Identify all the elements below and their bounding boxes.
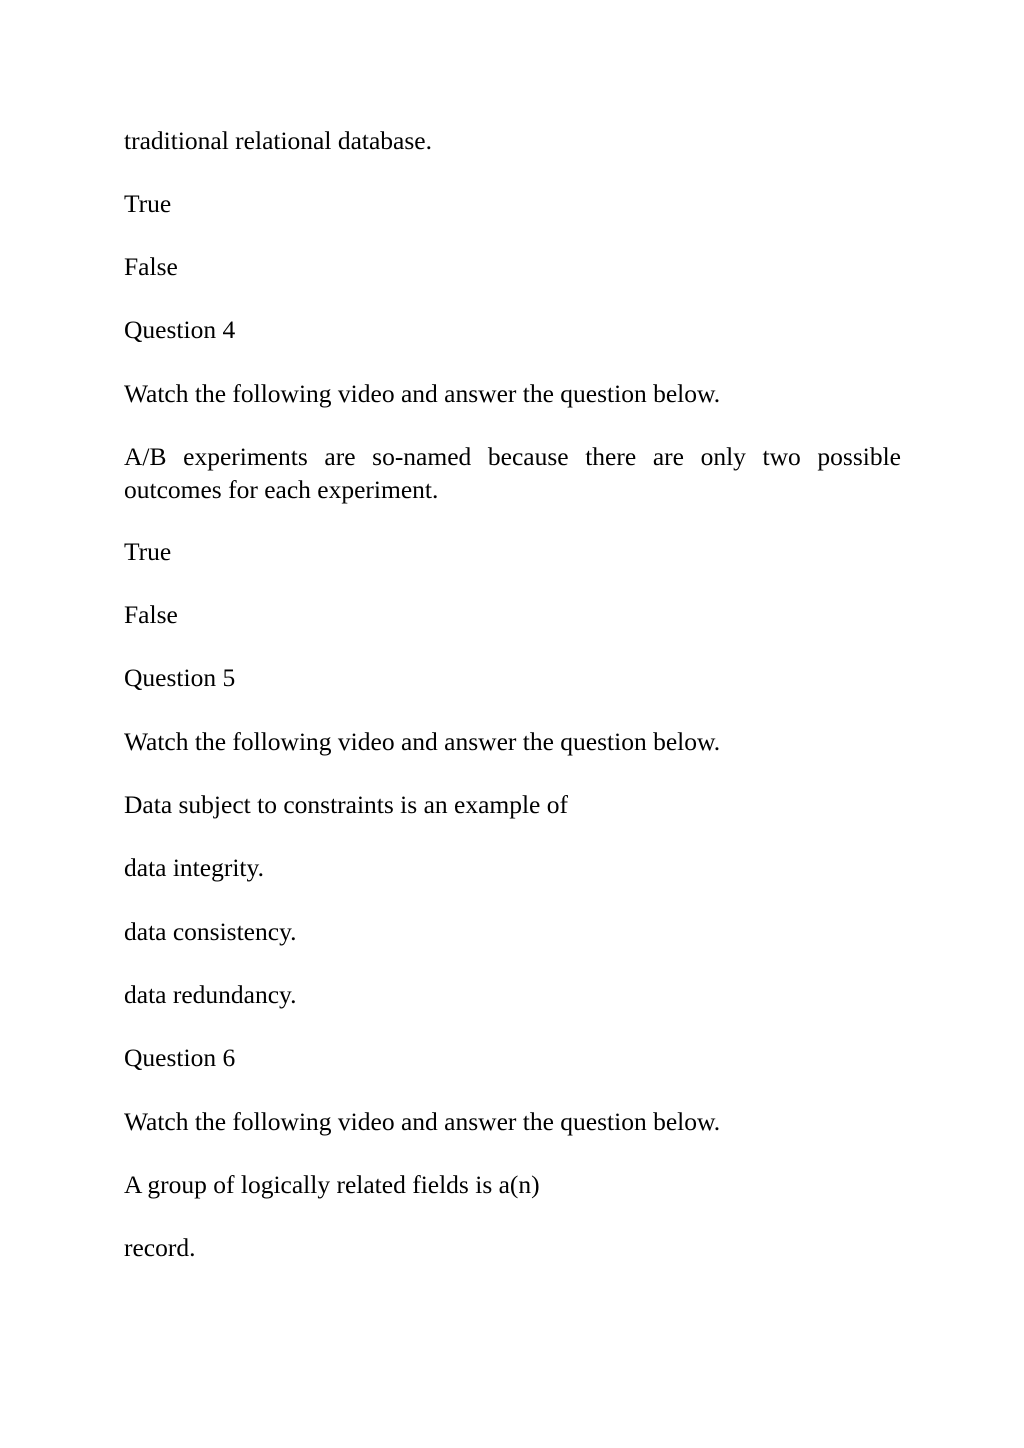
question-instruction: Watch the following video and answer the question below. [124, 727, 721, 756]
question-heading: Question 4 [124, 315, 236, 344]
question-instruction: Watch the following video and answer the question below. [124, 379, 721, 408]
answer-option-true: True [124, 189, 172, 218]
question-heading: Question 6 [124, 1043, 236, 1072]
question-prompt: A/B experiments are so-named because there are only two possible outcomes for each experiment. [124, 442, 901, 504]
question-text-continuation: traditional relational database. [124, 126, 432, 155]
question-heading: Question 5 [124, 663, 236, 692]
question-prompt: A group of logically related fields is a(n) [124, 1170, 540, 1199]
answer-option: data consistency. [124, 917, 297, 946]
question-prompt: Data subject to constraints is an example of [124, 790, 568, 819]
answer-option-false: False [124, 600, 178, 629]
question-instruction: Watch the following video and answer the question below. [124, 1107, 721, 1136]
answer-option: data integrity. [124, 853, 264, 882]
answer-option: data redundancy. [124, 980, 297, 1009]
answer-option-false: False [124, 252, 178, 281]
answer-option: record. [124, 1233, 196, 1262]
answer-option-true: True [124, 537, 172, 566]
